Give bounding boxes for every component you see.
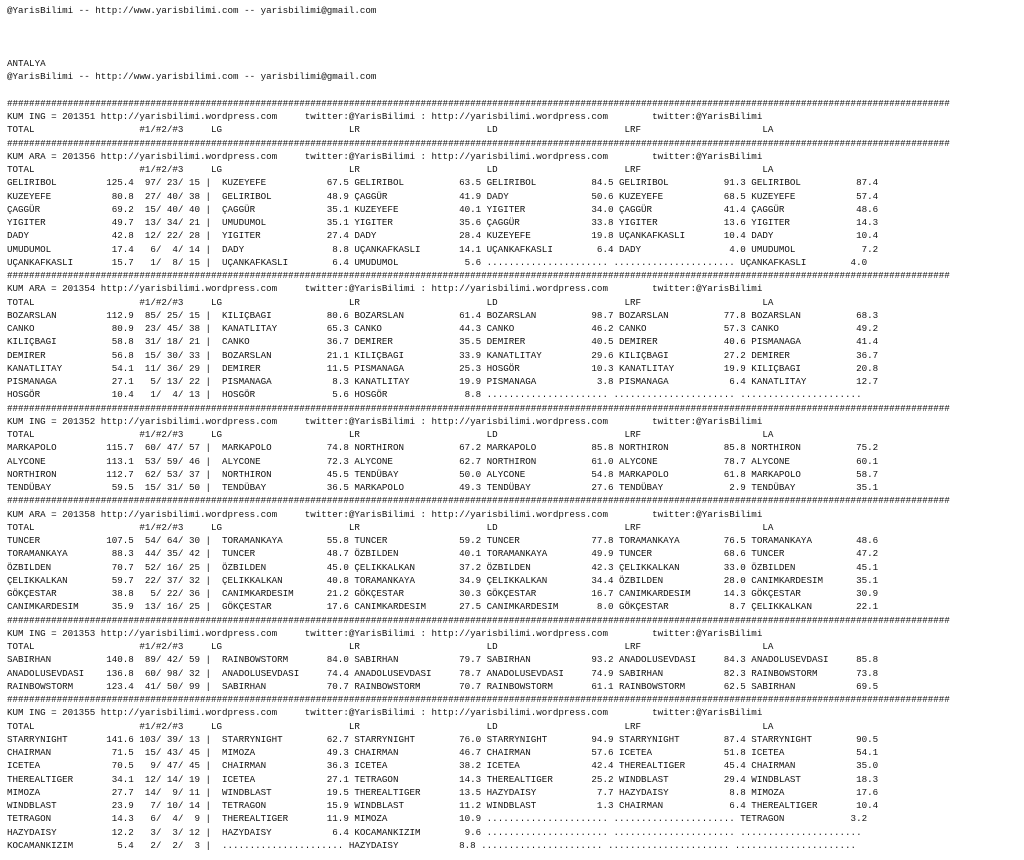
document-line: THEREALTIGER 34.1 12/ 14/ 19 | ICETEA 27.1 TETRAGON 14.3 THEREALTIGER 25.2 WINDBLAST 29.4 WINDBLAST 18.3 [7, 773, 879, 785]
document-line: BOZARSLAN 112.9 85/ 25/ 15 | KILIÇBAGI 80.6 BOZARSLAN 61.4 BOZARSLAN 98.7 BOZARSLAN 77.8 BOZARSLAN 68.3 [7, 309, 879, 321]
document-line: TOTAL #1/#2/#3 LG LR LD LRF LA [7, 124, 774, 136]
document-line: GELIRIBOL 125.4 97/ 23/ 15 | KUZEYEFE 67.5 GELIRIBOL 63.5 GELIRIBOL 84.5 GELIRIBOL 91.3 GELIRIBOL 87.4 [7, 177, 879, 189]
document-line: ########################################################################################################################################################################### [7, 694, 950, 705]
document-line: KUM ING = 201355 http://yarisbilimi.wordpress.com twitter:@YarisBilimi : http://yarisbilimi.wordpress.com twitter:@YarisBilimi [7, 707, 763, 719]
document-line: ANTALYA [7, 58, 46, 69]
document-line: KUZEYEFE 80.8 27/ 40/ 38 | GELIRIBOL 48.9 ÇAGGÜR 41.9 DADY 50.6 KUZEYEFE 68.5 KUZEYEFE 57.4 [7, 190, 879, 202]
document-line: MIMOZA 27.7 14/ 9/ 11 | WINDBLAST 19.5 THEREALTIGER 13.5 HAZYDAISY 7.7 HAZYDAISY 8.8 MIMOZA 17.6 [7, 786, 879, 798]
document-line: WINDBLAST 23.9 7/ 10/ 14 | TETRAGON 15.9 WINDBLAST 11.2 WINDBLAST 1.3 CHAIRMAN 6.4 THEREALTIGER 10.4 [7, 800, 879, 811]
document-line: ########################################################################################################################################################################### [7, 402, 950, 414]
document-line: RAINBOWSTORM 123.4 41/ 50/ 99 | SABIRHAN 70.7 RAINBOWSTORM 70.7 RAINBOWSTORM 61.1 RAINBOWSTORM 62.5 SABIRHAN 69.5 [7, 680, 879, 692]
document-line: TENDÜBAY 59.5 15/ 31/ 50 | TENDÜBAY 36.5 MARKAPOLO 49.3 TENDÜBAY 27.6 TENDÜBAY 2.9 TENDÜBAY 35.1 [7, 482, 879, 493]
document-line: KUM ING = 201351 http://yarisbilimi.wordpress.com twitter:@YarisBilimi : http://yarisbilimi.wordpress.com twitter:@YarisBilimi [7, 111, 763, 122]
document-line: ########################################################################################################################################################################### [7, 614, 950, 626]
document-line: KUM ARA = 201356 http://yarisbilimi.wordpress.com twitter:@YarisBilimi : http://yarisbilimi.wordpress.com twitter:@YarisBilimi [7, 150, 763, 162]
document-line: TOTAL #1/#2/#3 LG LR LD LRF LA [7, 296, 774, 308]
document-line: HAZYDAISY 12.2 3/ 3/ 12 | HAZYDAISY 6.4 KOCAMANKIZIM 9.6 ...................... ...................... ...................... [7, 826, 862, 838]
document-line: ########################################################################################################################################################################### [7, 270, 950, 281]
document-line: PISMANAGA 27.1 5/ 13/ 22 | PISMANAGA 8.3 KANATLITAY 19.9 PISMANAGA 3.8 PISMANAGA 6.4 KANATLITAY 12.7 [7, 376, 879, 387]
document-line: YIGITER 49.7 13/ 34/ 21 | UMUDUMOL 35.1 YIGITER 35.6 ÇAGGÜR 33.8 YIGITER 13.6 YIGITER 14.3 [7, 217, 879, 228]
document-line: KUM ING = 201353 http://yarisbilimi.wordpress.com twitter:@YarisBilimi : http://yarisbilimi.wordpress.com twitter:@YarisBilimi [7, 627, 763, 639]
document-line: UÇANKAFKASLI 15.7 1/ 8/ 15 | UÇANKAFKASLI 6.4 UMUDUMOL 5.6 ...................... ...................... UÇANKAFKASLI 4.0 [7, 256, 868, 268]
document-line: ICETEA 70.5 9/ 47/ 45 | CHAIRMAN 36.3 ICETEA 38.2 ICETEA 42.4 THEREALTIGER 45.4 CHAIRMAN 35.0 [7, 760, 879, 772]
document-line: HOSGÖR 10.4 1/ 4/ 13 | HOSGÖR 5.6 HOSGÖR 8.8 ...................... ...................... ...................... [7, 389, 862, 401]
document-line: TOTAL #1/#2/#3 LG LR LD LRF LA [7, 521, 774, 533]
document-line [7, 44, 950, 57]
document-line: ########################################################################################################################################################################### [7, 495, 950, 507]
document-line: TETRAGON 14.3 6/ 4/ 9 | THEREALTIGER 11.9 MIMOZA 10.9 ...................... ...................... TETRAGON 3.2 [7, 813, 868, 825]
document-line: TOTAL #1/#2/#3 LG LR LD LRF LA [7, 641, 774, 652]
document-line: GÖKÇESTAR 38.8 5/ 22/ 36 | CANIMKARDESIM 21.2 GÖKÇESTAR 30.3 GÖKÇESTAR 16.7 CANIMKARDESIM 14.3 GÖKÇESTAR 30.9 [7, 588, 879, 599]
document-line: @YarisBilimi -- http://www.yarisbilimi.com -- yarisbilimi@gmail.com [7, 5, 377, 16]
document-line: ########################################################################################################################################################################### [7, 97, 950, 109]
document-line: KUM ARA = 201354 http://yarisbilimi.wordpress.com twitter:@YarisBilimi : http://yarisbilimi.wordpress.com twitter:@YarisBilimi [7, 283, 763, 295]
document-line: DEMIRER 56.8 15/ 30/ 33 | BOZARSLAN 21.1 KILIÇBAGI 33.9 KANATLITAY 29.6 KILIÇBAGI 27.2 DEMIRER 36.7 [7, 349, 879, 361]
document-line: KUM ING = 201352 http://yarisbilimi.wordpress.com twitter:@YarisBilimi : http://yarisbilimi.wordpress.com twitter:@YarisBilimi [7, 415, 763, 427]
document-line: TOTAL #1/#2/#3 LG LR LD LRF LA [7, 164, 774, 175]
document-line [7, 84, 950, 97]
document-line: ALYCONE 113.1 53/ 59/ 46 | ALYCONE 72.3 ALYCONE 62.7 NORTHIRON 61.0 ALYCONE 78.7 ALYCONE 60.1 [7, 455, 879, 467]
document-line: TOTAL #1/#2/#3 LG LR LD LRF LA [7, 429, 774, 440]
document-line: TORAMANKAYA 88.3 44/ 35/ 42 | TUNCER 48.7 ÖZBILDEN 40.1 TORAMANKAYA 49.9 TUNCER 68.6 TUNCER 47.2 [7, 548, 879, 560]
document-line: TUNCER 107.5 54/ 64/ 30 | TORAMANKAYA 55.8 TUNCER 59.2 TUNCER 77.8 TORAMANKAYA 76.5 TORAMANKAYA 48.6 [7, 535, 879, 546]
document-line: ANADOLUSEVDASI 136.8 60/ 98/ 32 | ANADOLUSEVDASI 74.4 ANADOLUSEVDASI 78.7 ANADOLUSEVDASI 74.9 SABIRHAN 82.3 RAINBOWSTORM 73.8 [7, 667, 879, 679]
document-line [7, 31, 950, 44]
document-line: ########################################################################################################################################################################### [7, 137, 950, 149]
document-line: KILIÇBAGI 58.8 31/ 18/ 21 | CANKO 36.7 DEMIRER 35.5 DEMIRER 40.5 DEMIRER 40.6 PISMANAGA 41.4 [7, 336, 879, 348]
results-document [7, 4, 950, 852]
document-line: CHAIRMAN 71.5 15/ 43/ 45 | MIMOZA 49.3 CHAIRMAN 46.7 CHAIRMAN 57.6 ICETEA 51.8 ICETEA 54.1 [7, 747, 879, 758]
document-line: MARKAPOLO 115.7 60/ 47/ 57 | MARKAPOLO 74.8 NORTHIRON 67.2 MARKAPOLO 85.8 NORTHIRON 85.8 NORTHIRON 75.2 [7, 442, 879, 454]
document-line: ÖZBILDEN 70.7 52/ 16/ 25 | ÖZBILDEN 45.0 ÇELIKKALKAN 37.2 ÖZBILDEN 42.3 ÇELIKKALKAN 33.0 ÖZBILDEN 45.1 [7, 561, 879, 573]
document-line: CANIMKARDESIM 35.9 13/ 16/ 25 | GÖKÇESTAR 17.6 CANIMKARDESIM 27.5 CANIMKARDESIM 8.0 GÖKÇESTAR 8.7 ÇELIKKALKAN 22.1 [7, 601, 879, 613]
document-line: TOTAL #1/#2/#3 LG LR LD LRF LA [7, 720, 774, 732]
document-line: UMUDUMOL 17.4 6/ 4/ 14 | DADY 8.8 UÇANKAFKASLI 14.1 UÇANKAFKASLI 6.4 DADY 4.0 UMUDUMOL 7.2 [7, 243, 879, 255]
document-line: SABIRHAN 140.8 89/ 42/ 59 | RAINBOWSTORM 84.0 SABIRHAN 79.7 SABIRHAN 93.2 ANADOLUSEVDASI 84.3 ANADOLUSEVDASI 85.8 [7, 654, 879, 666]
document-line: CANKO 80.9 23/ 45/ 38 | KANATLITAY 65.3 CANKO 44.3 CANKO 46.2 CANKO 57.3 CANKO 49.2 [7, 323, 879, 334]
document-line: ÇAGGÜR 69.2 15/ 40/ 40 | ÇAGGÜR 35.1 KUZEYEFE 40.1 YIGITER 34.0 ÇAGGÜR 41.4 ÇAGGÜR 48.6 [7, 203, 879, 215]
document-line: @YarisBilimi -- http://www.yarisbilimi.com -- yarisbilimi@gmail.com [7, 71, 377, 83]
document-line: STARRYNIGHT 141.6 103/ 39/ 13 | STARRYNIGHT 62.7 STARRYNIGHT 76.0 STARRYNIGHT 94.9 STARRYNIGHT 87.4 STARRYNIGHT 90.5 [7, 733, 879, 745]
document-line: DADY 42.8 12/ 22/ 28 | YIGITER 27.4 DADY 28.4 KUZEYEFE 19.8 UÇANKAFKASLI 10.4 DADY 10.4 [7, 230, 879, 242]
document-line: KANATLITAY 54.1 11/ 36/ 29 | DEMIRER 11.5 PISMANAGA 25.3 HOSGÖR 10.3 KANATLITAY 19.9 KILIÇBAGI 20.8 [7, 362, 879, 374]
document-line: ÇELIKKALKAN 59.7 22/ 37/ 32 | ÇELIKKALKAN 40.8 TORAMANKAYA 34.9 ÇELIKKALKAN 34.4 ÖZBILDEN 28.0 CANIMKARDESIM 35.1 [7, 574, 879, 586]
document-line: NORTHIRON 112.7 62/ 53/ 37 | NORTHIRON 45.5 TENDÜBAY 50.0 ALYCONE 54.8 MARKAPOLO 61.8 MARKAPOLO 58.7 [7, 468, 879, 480]
document-line: KOCAMANKIZIM 5.4 2/ 2/ 3 | ...................... HAZYDAISY 8.8 ...................... ...................... ...................... [7, 839, 857, 851]
document-line: KUM ARA = 201358 http://yarisbilimi.wordpress.com twitter:@YarisBilimi : http://yarisbilimi.wordpress.com twitter:@YarisBilimi [7, 508, 763, 520]
document-line [7, 17, 950, 30]
